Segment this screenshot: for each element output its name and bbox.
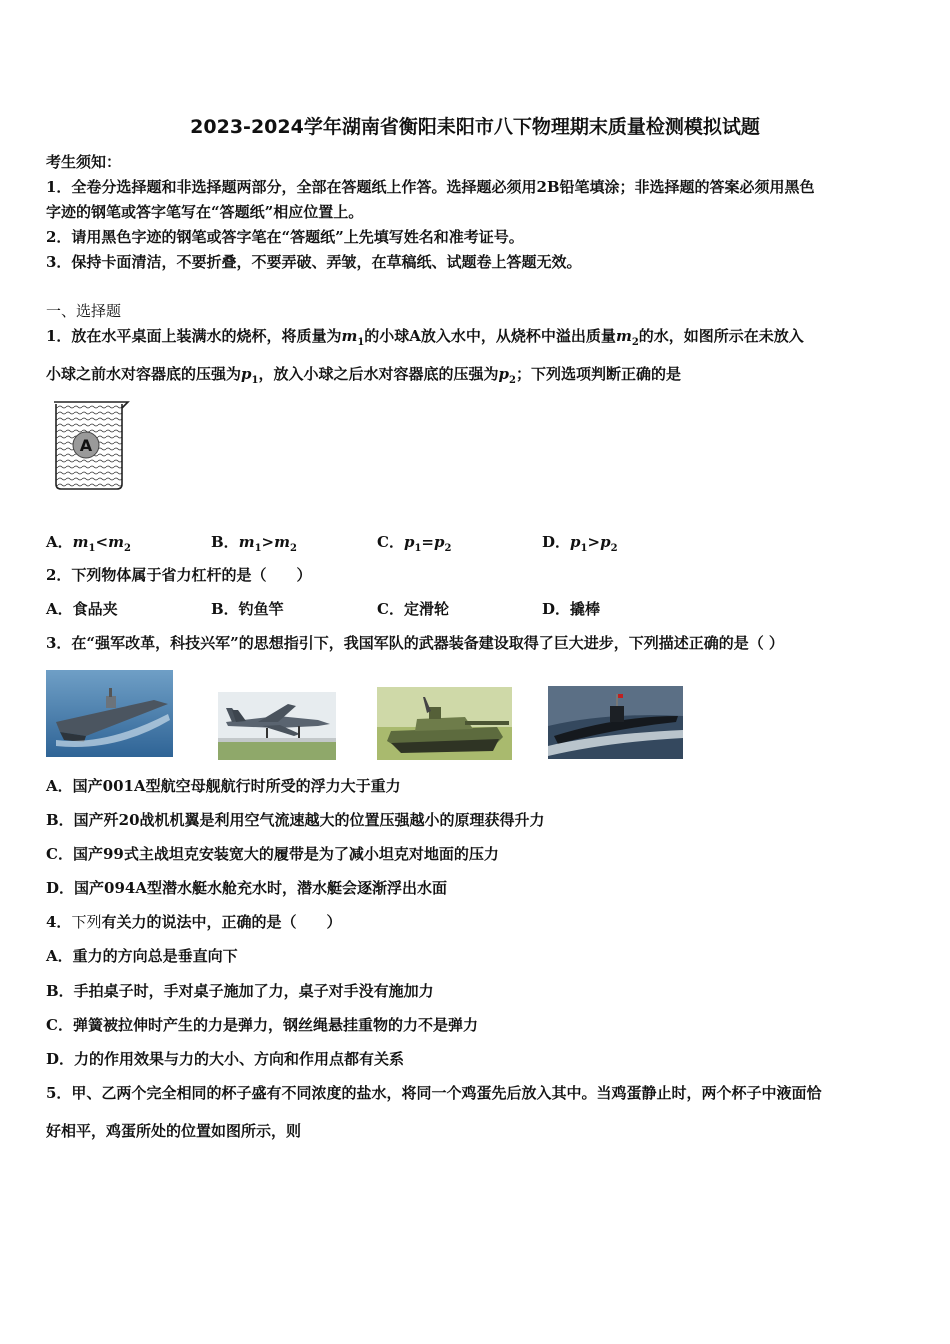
- q1-option-d[interactable]: D．$p_1>p_2$: [542, 533, 618, 554]
- q1-stem-line1: 1．放在水平桌面上装满水的烧杯，将质量为$m_1$的小球A放入水中，从烧杯中溢出质量$m_2$的水，如图所示在未放入: [46, 327, 804, 348]
- notice-heading: 考生须知：: [46, 153, 122, 171]
- q5-stem-line2: 好相平，鸡蛋所处的位置如图所示，则: [46, 1122, 302, 1140]
- beaker-figure: [50, 398, 132, 494]
- q2-option-d[interactable]: D．撬棒: [542, 600, 601, 618]
- q1-stem-line2: 小球之前水对容器底的压强为$p_1$，放入小球之后水对容器底的压强为$p_2$；下列选项判断正确的是: [46, 365, 681, 386]
- notice-item-1: 1．全卷分选择题和非选择题两部分，全部在答题纸上作答。选择题必须用2B铅笔填涂；非选择题的答案必须用黑色: [46, 178, 815, 196]
- submarine-image: [548, 686, 683, 759]
- notice-item-1-cont: 字迹的钢笔或答字笔写在“答题纸”相应位置上。: [46, 203, 364, 221]
- ball-label: A: [79, 436, 93, 455]
- notice-item-3: 3．保持卡面清洁，不要折叠，不要弄破、弄皱，在草稿纸、试题卷上答题无效。: [46, 253, 582, 271]
- q1-option-a[interactable]: A．$m_1<m_2$: [46, 533, 131, 554]
- page-title: 2023-2024学年湖南省衡阳耒阳市八下物理期末质量检测模拟试题: [190, 116, 760, 138]
- aircraft-carrier-image: [46, 670, 173, 757]
- q4-option-c[interactable]: C．弹簧被拉伸时产生的力是弹力，钢丝绳悬挂重物的力不是弹力: [46, 1016, 478, 1034]
- q2-option-c[interactable]: C．定滑轮: [377, 600, 449, 618]
- q3-option-b[interactable]: B．国产歼20战机机翼是利用空气流速越大的位置压强越小的原理获得升力: [46, 811, 545, 829]
- q5-stem-line1: 5．甲、乙两个完全相同的杯子盛有不同浓度的盐水，将同一个鸡蛋先后放入其中。当鸡蛋静止时，两个杯子中液面恰: [46, 1084, 822, 1102]
- q2-option-b[interactable]: B．钓鱼竿: [211, 600, 284, 618]
- q3-stem: 3．在“强军改革，科技兴军”的思想指引下，我国军队的武器装备建设取得了巨大进步，下列描述正确的是（ ）: [46, 634, 784, 652]
- q1-option-b[interactable]: B．$m_1>m_2$: [211, 533, 297, 554]
- q2-option-a[interactable]: A．食品夹: [46, 600, 118, 618]
- q4-option-a[interactable]: A．重力的方向总是垂直向下: [46, 947, 238, 965]
- q2-stem: 2．下列物体属于省力杠杆的是（ ）: [46, 566, 312, 584]
- fighter-jet-image: [218, 692, 336, 760]
- tank-image: [377, 687, 512, 760]
- notice-item-2: 2．请用黑色字迹的钢笔或答字笔在“答题纸”上先填写姓名和准考证号。: [46, 228, 524, 246]
- q4-option-d[interactable]: D．力的作用效果与力的大小、方向和作用点都有关系: [46, 1050, 405, 1068]
- q4-option-b[interactable]: B．手拍桌子时，手对桌子施加了力，桌子对手没有施加力: [46, 982, 434, 1000]
- q3-option-c[interactable]: C．国产99式主战坦克安装宽大的履带是为了减小坦克对地面的压力: [46, 845, 499, 863]
- q4-stem: 4．下列有关力的说法中，正确的是（ ）: [46, 913, 342, 931]
- q3-option-d[interactable]: D．国产094A型潜水艇水舱充水时，潜水艇会逐渐浮出水面: [46, 879, 447, 897]
- q1-option-c[interactable]: C．$p_1=p_2$: [377, 533, 452, 554]
- section-heading: 一、选择题: [46, 302, 122, 320]
- q3-option-a[interactable]: A．国产001A型航空母舰航行时所受的浮力大于重力: [46, 777, 401, 795]
